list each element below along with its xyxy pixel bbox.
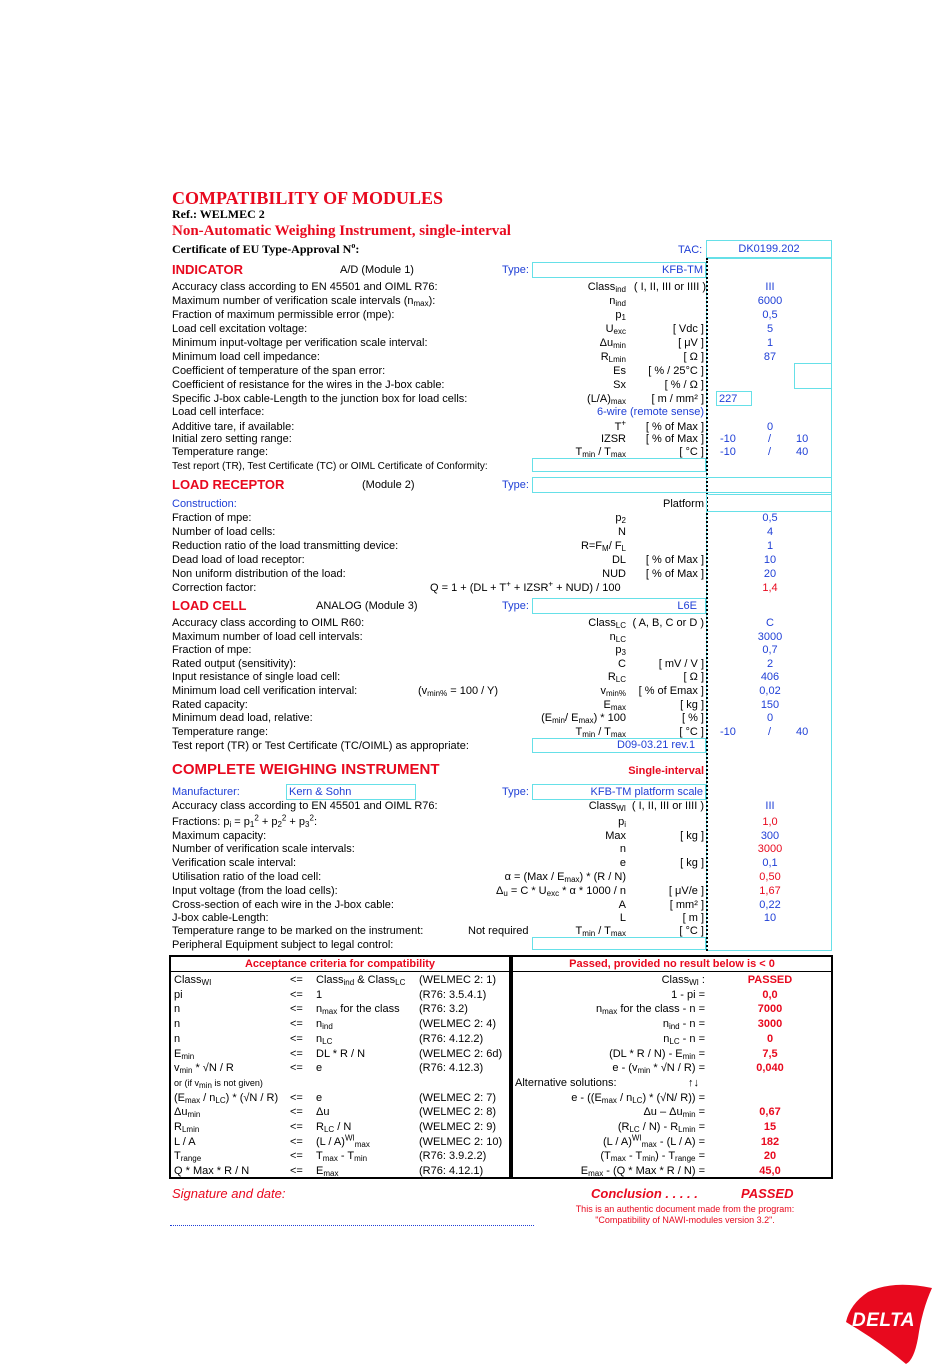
criterion-left: $E_{min}$ (174, 1047, 195, 1061)
authentic-note-1: This is an authentic document made from the program: (575, 1204, 795, 1214)
criterion-left: Q * Max * R / N (174, 1165, 250, 1178)
row-symbol: $p_3$ (615, 644, 626, 658)
row-unit: [ Ω ] (683, 671, 704, 684)
row-symbol: Class$_{ind}$ (587, 281, 626, 294)
row-symbol: $\alpha = (Max / E_{max}) * (R / N)$ (504, 871, 626, 884)
criterion-right: e (316, 1091, 323, 1104)
row-label: Specific J-box cable-Length to the junction box for load cells: (172, 393, 468, 405)
row-label: Dead load of load receptor: (172, 554, 305, 566)
cw-temp-unit: [ °C ] (679, 925, 704, 937)
criterion-operator: <= (290, 1047, 303, 1060)
correction-value: 1,4 (762, 582, 778, 594)
criterion-expression: Δu – $\Delta u_{min}$ = (643, 1106, 705, 1120)
row-value: 0,02 (759, 685, 781, 697)
conclusion-value: PASSED (741, 1186, 794, 1201)
criterion-right: (L / A)$^{WI}_{max}$ (316, 1133, 370, 1149)
row-label: J-box cable-Length: (172, 912, 269, 925)
criterion-left: or (if $v_{min}$ is not given) (174, 1077, 263, 1090)
criterion-reference: (WELMEC 2: 7) (419, 1091, 497, 1104)
izsr-separator: / (768, 433, 772, 445)
row-label: Input voltage (from the load cells): (172, 884, 338, 897)
criterion-result: 0 (766, 1032, 774, 1045)
peripheral-label: Peripheral Equipment subject to legal control: (172, 939, 394, 951)
tare-label: Additive tare, if available: (172, 421, 295, 433)
row-unit: [ mV / V ] (658, 657, 704, 670)
row-label: Accuracy class according to EN 45501 and OIML R76: (172, 281, 438, 293)
criterion-left: n (174, 1032, 181, 1045)
criterion-reference: (WELMEC 2: 4) (419, 1018, 497, 1031)
row-label: Cross-section of each wire in the J-box cable: (172, 898, 394, 911)
row-unit: [ % of Max ] (645, 568, 704, 580)
lc-type-value: L6E (532, 598, 706, 614)
row-value: 3000 (757, 630, 783, 643)
row-value: 300 (760, 829, 780, 842)
load-receptor-module: (Module 2) (362, 479, 415, 491)
row-label: Coefficient of temperature of the span error: (172, 365, 386, 377)
load-receptor-heading: LOAD RECEPTOR (172, 477, 285, 492)
row-unit: [ Vdc ] (672, 323, 704, 335)
acceptance-header-rule (171, 971, 831, 972)
criterion-right: e (316, 1062, 323, 1075)
row-symbol: L (619, 912, 626, 925)
row-symbol: $R=F_M/$ $F_L$ (580, 540, 626, 553)
lc-type-label: Type: (502, 600, 529, 612)
criterion-operator: <= (290, 1003, 303, 1016)
criterion-reference: (R76: 3.9.2.2) (419, 1150, 487, 1163)
construction-label: Construction: (172, 498, 237, 510)
ind-temp-label: Temperature range: (172, 446, 268, 458)
criterion-expression: 1 - pi = (671, 988, 705, 1001)
indicator-type-value: KFB-TM (532, 262, 706, 278)
row-label: Maximum capacity: (172, 829, 267, 842)
criterion-operator: <= (290, 1091, 303, 1104)
row-value: 406 (760, 671, 780, 684)
lr-type-field (532, 477, 832, 493)
tare-unit: [ % of Max ] (645, 421, 704, 433)
row-symbol: $p_1$ (615, 309, 626, 322)
criterion-result: 0,67 (759, 1106, 781, 1119)
row-symbol: $n_{LC}$ (609, 630, 626, 644)
criterion-expression: Class$_{WI}$ : (661, 974, 705, 987)
tac-value: DK0199.202 (706, 240, 832, 258)
row-symbol: Max (605, 829, 626, 842)
row-label: Maximum number of load cell intervals: (172, 630, 363, 643)
row-symbol: e (619, 857, 626, 870)
izsr-symbol: IZSR (600, 433, 626, 445)
indicator-heading: INDICATOR (172, 262, 244, 277)
row-value: 0,1 (762, 857, 778, 870)
row-unit: [ kg ] (680, 698, 704, 711)
row-symbol: Es (613, 365, 626, 377)
signature-label: Signature and date: (172, 1186, 286, 1201)
row-symbol: A (618, 898, 626, 911)
cw-type-value: KFB-TM platform scale (532, 784, 706, 800)
izsr-min: -10 (720, 433, 736, 445)
row-unit: [ % / Ω ] (664, 379, 704, 391)
construction-field (706, 494, 832, 512)
arrows-icon: ↑↓ (688, 1076, 699, 1089)
lc-temp-symbol: $T_{min} / T_{max}$ (575, 726, 626, 739)
row-unit: [ % of Emax ] (638, 685, 704, 697)
row-unit: [ m ] (682, 912, 704, 925)
row-symbol: $R_{LC}$ (607, 671, 626, 685)
manufacturer-value: Kern & Sohn (286, 784, 416, 800)
complete-mode: Single-interval (628, 765, 704, 777)
row-label: Maximum number of verification scale intervals $(n_{max})$: (172, 295, 436, 308)
load-cell-module: ANALOG (Module 3) (316, 600, 418, 612)
criterion-expression: $(R_{LC} / N) - R_{Lmin}$ = (617, 1121, 705, 1134)
ind-report-field (532, 458, 706, 472)
row-value: III (765, 281, 775, 293)
load-cell-heading: LOAD CELL (172, 598, 247, 613)
row-value: 150 (760, 698, 780, 711)
row-symbol: DL (611, 554, 626, 566)
indicator-module: A/D (Module 1) (340, 264, 414, 276)
row-symbol: $(L/A)_{max}$ (587, 393, 626, 406)
authentic-note-2: "Compatibility of NAWI-modules version 3.2". (595, 1215, 775, 1225)
row-value: 1,67 (759, 884, 781, 897)
criterion-result: 0,0 (762, 988, 778, 1001)
row-value: 0,22 (759, 898, 781, 911)
row-unit: [ mm² ] (669, 898, 704, 911)
row-symbol: n (619, 843, 626, 856)
length-field (716, 391, 752, 406)
criterion-left: pi (174, 988, 183, 1001)
row-unit: [ μV/e ] (668, 884, 704, 897)
row-label: Reduction ratio of the load transmitting device: (172, 540, 399, 552)
criterion-result: 7000 (757, 1003, 783, 1016)
row-value: 0,5 (762, 512, 778, 524)
row-unit: [ % of Max ] (645, 554, 704, 566)
lc-temp-min: -10 (720, 726, 736, 738)
row-unit: ( I, II, III or IIII ) (633, 281, 706, 293)
lc-temp-separator: / (768, 726, 772, 738)
criterion-left: $(E_{max} / n_{LC}) * (√N / R)$ (174, 1091, 279, 1105)
row-label: Non uniform distribution of the load: (172, 568, 346, 580)
row-value: 0,7 (762, 644, 778, 657)
criterion-left: $R_{Lmin}$ (174, 1121, 200, 1134)
criterion-operator: <= (290, 1135, 303, 1148)
criterion-expression: e - ($(E_{max} / n_{LC}) * (√N/$ R)) = (571, 1091, 705, 1105)
row-value: 5 (766, 323, 774, 335)
interface-label: Load cell interface: (172, 406, 265, 418)
criterion-left: $v_{min} * √N$ / R (174, 1062, 234, 1076)
row-label: Minimum dead load, relative: (172, 712, 313, 725)
lc-temp-label: Temperature range: (172, 726, 268, 738)
complete-heading: COMPLETE WEIGHING INSTRUMENT (172, 761, 440, 778)
criterion-reference: (R76: 3.2) (419, 1003, 468, 1016)
reference: Ref.: WELMEC 2 (172, 207, 265, 221)
criterion-operator: <= (290, 1018, 303, 1031)
row-value: 3000 (757, 843, 783, 856)
criterion-operator: <= (290, 1106, 303, 1119)
criterion-operator: <= (290, 1032, 303, 1045)
row-symbol: $R_{Lmin}$ (600, 351, 626, 364)
peripheral-field (532, 937, 706, 950)
correction-formula: Q = 1 + (DL + T+ + IZSR+ + NUD) / 100 (430, 579, 621, 594)
criterion-right: $n_{max}$ for the class (316, 1003, 400, 1017)
row-label: Rated capacity: (172, 698, 248, 711)
row-unit: [ % ] (681, 712, 704, 725)
row-symbol: $\Delta_u = C * U_{exc} * \alpha * 1000 / n$ (496, 884, 626, 898)
row-unit: ( A, B, C or D ) (632, 617, 704, 629)
lr-type-label: Type: (502, 479, 529, 491)
row-label: Rated output (sensitivity): (172, 657, 297, 670)
row-symbol: Class$_{WI}$ (588, 800, 626, 813)
criterion-operator: <= (290, 1121, 303, 1133)
cw-type-label: Type: (502, 786, 529, 798)
subtitle: Non-Automatic Weighing Instrument, single-interval (172, 223, 511, 239)
criterion-left: n (174, 1003, 181, 1016)
criterion-result: 182 (760, 1135, 780, 1148)
lc-temp-max: 40 (796, 726, 809, 738)
row-value: 10 (763, 912, 777, 925)
es-extra-field (794, 363, 832, 389)
criterion-reference: (WELMEC 2: 9) (419, 1121, 497, 1133)
row-value: 20 (763, 568, 777, 580)
row-label: Input resistance of single load cell: (172, 671, 341, 684)
row-value: 0 (766, 712, 774, 725)
row-unit: [ μV ] (678, 337, 704, 349)
conclusion-label: Conclusion . . . . . (591, 1186, 698, 1201)
criterion-result: 20 (763, 1150, 777, 1163)
row-value: 1,0 (762, 815, 778, 828)
row-value: C (766, 617, 774, 629)
row-value: 6000 (757, 295, 783, 307)
criterion-expression: e - $(v_{min} * √N / R)$ = (612, 1062, 705, 1076)
ind-report-label: Test report (TR), Test Certificate (TC) or OIML Certificate of Conformity: (172, 461, 488, 472)
row-label: Fractions: $p_i = p_1^2 + p_2^2 + p_3^2$: (172, 813, 317, 829)
row-label: Accuracy class according to OIML R60: (172, 617, 365, 629)
row-symbol: $U_{exc}$ (605, 323, 626, 336)
criterion-expression: (DL * R / $N) - E_{min}$ = (609, 1047, 705, 1061)
lc-report-value: D09-03.21 rev.1 (532, 738, 706, 753)
row-label: Load cell excitation voltage: (172, 323, 308, 335)
row-symbol: $v_{min\%}$ (600, 685, 626, 698)
izsr-label: Initial zero setting range: (172, 433, 292, 445)
criterion-right: $n_{LC}$ (316, 1032, 333, 1046)
row-symbol: $n_{ind}$ (609, 295, 626, 308)
row-value: 0,5 (762, 309, 778, 321)
manufacturer-label: Manufacturer: (172, 786, 240, 798)
cw-temp-note: Not required (468, 925, 529, 937)
row-symbol: $p_i$ (618, 815, 626, 829)
criterion-left: L / A (174, 1135, 196, 1148)
row-unit: [ % / 25°C ] (648, 365, 704, 377)
criterion-left: $T_{range}$ (174, 1150, 202, 1164)
criterion-right: Class$_{ind}$ & Class$_{LC}$ (316, 974, 406, 987)
criterion-reference: (WELMEC 2: 10) (419, 1135, 503, 1148)
row-label: Accuracy class according to EN 45501 and OIML R76: (172, 800, 438, 812)
criterion-left: Class$_{WI}$ (174, 974, 212, 987)
row-label: Fraction of mpe: (172, 644, 252, 657)
correction-label: Correction factor: (172, 582, 257, 594)
acceptance-left-header: Acceptance criteria for compatibility (244, 958, 436, 970)
row-label: Verification scale interval: (172, 857, 297, 870)
criterion-expression: $n_{ind}$ - n = (662, 1018, 705, 1032)
row-symbol: ($E_{min}/$ $E_{max}) * 100$ (541, 712, 626, 726)
vmin-note: $(v_{min\%} = 100 / Y)$ (418, 685, 499, 698)
criterion-operator: <= (290, 974, 303, 986)
row-symbol: Sx (613, 379, 626, 391)
criterion-reference: (R76: 4.12.2) (419, 1032, 484, 1045)
row-symbol: C (618, 657, 626, 670)
criterion-operator: <= (290, 988, 303, 1001)
criterion-right: DL * R / N (316, 1047, 366, 1060)
row-label: Number of verification scale intervals: (172, 843, 355, 856)
delta-logo-text: DELTA (852, 1310, 916, 1331)
row-symbol: $p_2$ (615, 512, 626, 525)
row-label: Minimum load cell verification interval: (172, 685, 358, 697)
tare-value: 0 (766, 421, 774, 433)
criterion-result: 15 (763, 1121, 777, 1133)
ind-temp-symbol: $T_{min} / T_{max}$ (575, 446, 626, 459)
criterion-left: n (174, 1018, 181, 1031)
row-value: 2 (766, 657, 774, 670)
cw-temp-label: Temperature range to be marked on the instrument: (172, 925, 424, 937)
criterion-right: $n_{ind}$ (316, 1018, 333, 1032)
criterion-expression: $E_{max} - (Q$ * Max * R / N) = (580, 1165, 705, 1179)
delta-logo (840, 1282, 936, 1366)
ind-temp-max: 40 (796, 446, 809, 458)
row-label: Utilisation ratio of the load cell: (172, 871, 322, 883)
row-symbol: N (618, 526, 626, 538)
criterion-operator: <= (290, 1165, 303, 1178)
criterion-reference: (R76: 4.12.1) (419, 1165, 484, 1178)
row-value: 227 (719, 393, 738, 405)
interface-value: 6-wire (remote sense) (597, 406, 704, 418)
criterion-reference: (WELMEC 2: 1) (419, 974, 497, 986)
criterion-result: 45,0 (759, 1165, 781, 1178)
ind-temp-separator: / (768, 446, 772, 458)
row-value: III (765, 800, 775, 812)
criterion-expression: $(T_{max} - T_{min}) - T_{range}$ = (600, 1150, 705, 1164)
criterion-expression: $n_{max}$ for the class - n = (596, 1003, 705, 1017)
indicator-type-label: Type: (502, 264, 529, 276)
criterion-left: $\Delta u_{min}$ (174, 1106, 201, 1120)
criterion-reference: (WELMEC 2: 6d) (419, 1047, 503, 1060)
acceptance-right-header: Passed, provided no result below is < 0 (569, 958, 775, 970)
ind-temp-unit: [ °C ] (679, 446, 704, 458)
construction-value: Platform (663, 498, 704, 510)
criterion-reference: (WELMEC 2: 8) (419, 1106, 497, 1119)
criterion-result: 3000 (757, 1018, 783, 1031)
row-label: Fraction of maximum permissible error (mpe): (172, 309, 395, 321)
row-label: Minimum load cell impedance: (172, 351, 320, 363)
tare-symbol: T+ (614, 418, 626, 433)
criterion-right: $T_{max} - T_{min}$ (316, 1150, 368, 1164)
criterion-operator: <= (290, 1062, 303, 1075)
criterion-right: Δu (316, 1106, 330, 1119)
cw-temp-symbol: $T_{min} / T_{max}$ (575, 925, 626, 938)
criterion-expression: $n_{LC}$ - n = (663, 1032, 705, 1046)
value-column-divider (706, 258, 708, 951)
row-unit: [ kg ] (680, 857, 704, 870)
criterion-reference: (R76: 3.5.4.1) (419, 988, 487, 1001)
criterion-result: 0,040 (756, 1062, 784, 1075)
certificate-label: Certificate of EU Type-Approval $N^o$: (172, 241, 360, 256)
row-unit: [ kg ] (680, 829, 704, 842)
row-unit: [ Ω ] (683, 351, 704, 363)
criterion-result: PASSED (747, 974, 793, 986)
row-label: Number of load cells: (172, 526, 276, 538)
criterion-expression: Alternative solutions: (515, 1076, 617, 1089)
tac-label: TAC: (678, 244, 703, 256)
row-value: 1 (766, 540, 774, 552)
row-label: Minimum input-voltage per verification scale interval: (172, 337, 428, 349)
row-label: Coefficient of resistance for the wires in the J-box cable: (172, 379, 445, 391)
lc-temp-unit: [ °C ] (679, 726, 704, 738)
criterion-right: $R_{LC}$ / N (316, 1121, 352, 1134)
signature-line[interactable] (170, 1225, 534, 1226)
row-value: 1 (766, 337, 774, 349)
criterion-result: 7,5 (762, 1047, 778, 1060)
criterion-operator: <= (290, 1150, 303, 1163)
row-label: Fraction of mpe: (172, 512, 252, 524)
izsr-max: 10 (796, 433, 809, 445)
row-unit: [ m / mm² ] (651, 393, 704, 405)
ind-temp-min: -10 (720, 446, 736, 458)
row-symbol: Class$_{LC}$ (588, 617, 626, 630)
criterion-expression: (L / A)$^{WI}_{max}$ - (L / A) = (602, 1133, 705, 1149)
criterion-right: 1 (316, 988, 323, 1001)
row-symbol: $\Delta u_{min}$ (599, 337, 626, 350)
row-symbol: NUD (602, 568, 626, 580)
row-unit: ( I, II, III or IIII ) (631, 800, 704, 812)
izsr-unit: [ % of Max ] (645, 433, 704, 445)
row-symbol: $E_{max}$ (603, 698, 626, 712)
criterion-reference: (R76: 4.12.3) (419, 1062, 484, 1075)
row-value: 10 (763, 554, 777, 566)
row-value: 0,50 (759, 871, 781, 883)
lc-report-label: Test report (TR) or Test Certificate (TC/OIML) as appropriate: (172, 740, 469, 752)
row-value: 4 (766, 526, 774, 538)
criterion-right: $E_{max}$ (316, 1165, 339, 1179)
document-title: COMPATIBILITY OF MODULES (172, 188, 444, 208)
row-value: 87 (763, 351, 777, 363)
